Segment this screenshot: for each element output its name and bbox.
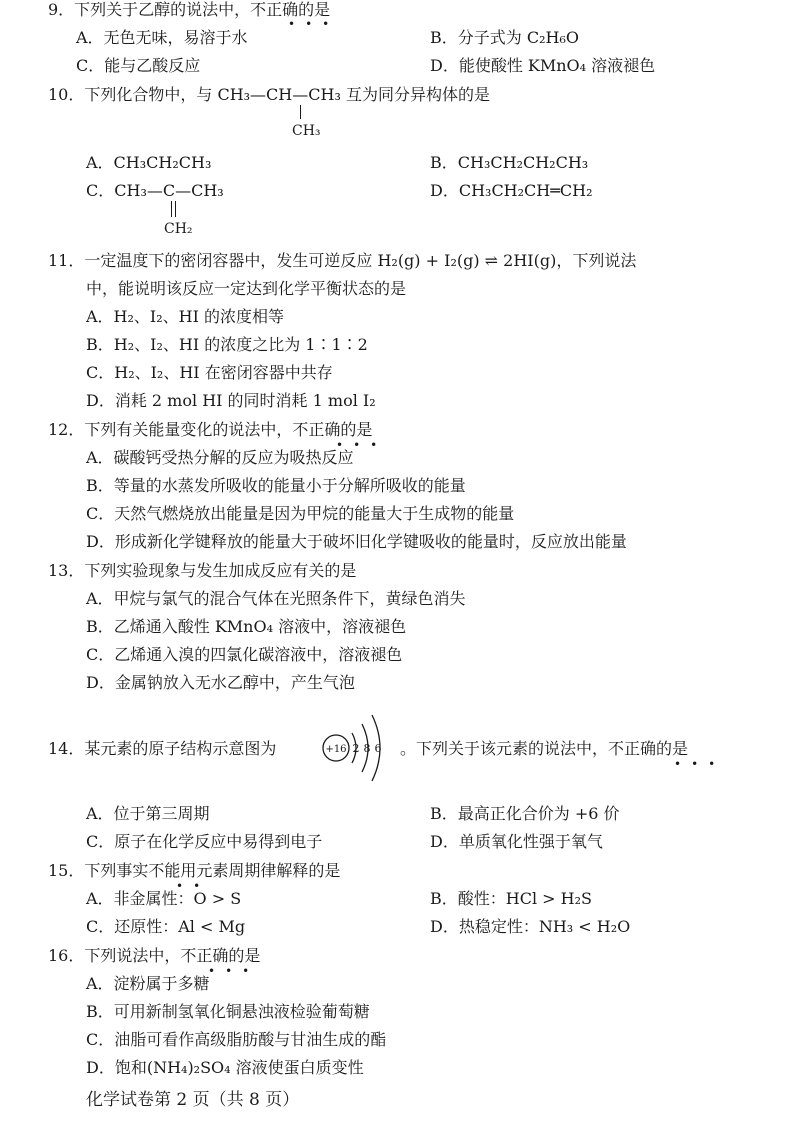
q10-option-d: D．CH₃CH₂CH═CH₂ — [430, 181, 593, 200]
q11-option-d: D．消耗 2 mol HI 的同时消耗 1 mol I₂ — [86, 391, 376, 410]
q14-option-a: A．位于第三周期 — [86, 804, 210, 823]
shell-electron-count: 8 — [363, 742, 371, 755]
double-bond-line — [171, 201, 172, 217]
q11-option-c: C．H₂、I₂、HI 在密闭容器中共存 — [86, 363, 333, 382]
q11-stem-line2: 中，能说明该反应一定达到化学平衡状态的是 — [86, 279, 407, 298]
q9-stem: 9．下列关于乙醇的说法中，不正确的是 — [48, 0, 331, 19]
q12-stem: 12．下列有关能量变化的说法中，不正确的是 — [48, 420, 373, 439]
q15-option-c: C．还原性：Al < Mg — [86, 917, 246, 936]
nucleus-charge: +16 — [325, 744, 347, 755]
bond-line — [300, 105, 301, 119]
q12-option-a: A．碳酸钙受热分解的反应为吸热反应 — [86, 448, 354, 467]
q14-option-d: D．单质氧化性强于氧气 — [430, 832, 603, 851]
q16-option-c: C．油脂可看作高级脂肪酸与甘油生成的酯 — [86, 1030, 387, 1049]
q13-option-a: A．甲烷与氯气的混合气体在光照条件下，黄绿色消失 — [86, 589, 466, 608]
q9-option-a: A．无色无味，易溶于水 — [76, 28, 248, 47]
q14-option-c: C．原子在化学反应中易得到电子 — [86, 832, 323, 851]
q13-option-b: B．乙烯通入酸性 KMnO₄ 溶液中，溶液褪色 — [86, 617, 407, 636]
q10-option-b: B．CH₃CH₂CH₂CH₃ — [430, 153, 589, 172]
q10-option-c: C．CH₃—C—CH₃ — [86, 181, 224, 200]
q13-stem: 13．下列实验现象与发生加成反应有关的是 — [48, 561, 357, 580]
page-footer: 化学试卷第 2 页（共 8 页） — [86, 1090, 300, 1110]
q11-option-b: B．H₂、I₂、HI 的浓度之比为 1∶1∶2 — [86, 335, 368, 354]
emphasis-dots: ••• — [674, 757, 726, 771]
q10-option-a: A．CH₃CH₂CH₃ — [86, 153, 212, 172]
q14-option-b: B．最高正化合价为 +6 价 — [430, 804, 620, 823]
q15-option-a: A．非金属性：O > S — [86, 889, 242, 908]
emphasis-dots: ••• — [336, 438, 388, 452]
q14-stem-pre: 14．某元素的原子结构示意图为 — [48, 739, 277, 758]
q12-option-b: B．等量的水蒸发所吸收的能量小于分解所吸收的能量 — [86, 476, 466, 495]
atomic-structure-diagram — [318, 706, 398, 790]
emphasis-dots: •• — [176, 879, 211, 893]
q15-option-b: B．酸性：HCl > H₂S — [430, 889, 592, 908]
q16-option-d: D．饱和(NH₄)₂SO₄ 溶液使蛋白质变性 — [86, 1058, 364, 1077]
q12-option-d: D．形成新化学键释放的能量大于破坏旧化学键吸收的能量时，反应放出能量 — [86, 532, 627, 551]
double-bond-line — [175, 201, 176, 217]
q15-stem: 15．下列事实不能用元素周期律解释的是 — [48, 861, 341, 880]
q14-stem-post: 。下列关于该元素的说法中，不正确的是 — [400, 739, 689, 758]
emphasis-dots: ••• — [288, 17, 340, 31]
q11-stem-line1: 11．一定温度下的密闭容器中，发生可逆反应 H₂(g) + I₂(g) ⇌ 2HI(g)，下列说法 — [48, 251, 637, 270]
q10-stem: 10．下列化合物中，与 CH₃—CH—CH₃ 互为同分异构体的是 — [48, 85, 490, 104]
q13-option-c: C．乙烯通入溴的四氯化碳溶液中，溶液褪色 — [86, 645, 403, 664]
q10-stem-branch: CH₃ — [292, 123, 321, 139]
q11-option-a: A．H₂、I₂、HI 的浓度相等 — [86, 307, 285, 326]
emphasis-dots: ••• — [208, 964, 260, 978]
q16-option-a: A．淀粉属于多糖 — [86, 974, 210, 993]
q16-stem: 16．下列说法中，不正确的是 — [48, 946, 261, 965]
q9-option-b: B．分子式为 C₂H₆O — [430, 28, 579, 47]
q13-option-d: D．金属钠放入无水乙醇中，产生气泡 — [86, 673, 355, 692]
q9-option-d: D．能使酸性 KMnO₄ 溶液褪色 — [430, 56, 656, 75]
shell-electron-count: 2 — [352, 742, 360, 755]
shell-electron-count: 6 — [374, 742, 382, 755]
q16-option-b: B．可用新制氢氧化铜悬浊液检验葡萄糖 — [86, 1002, 370, 1021]
q12-option-c: C．天然气燃烧放出能量是因为甲烷的能量大于生成物的能量 — [86, 504, 515, 523]
q15-option-d: D．热稳定性：NH₃ < H₂O — [430, 917, 631, 936]
q9-option-c: C．能与乙酸反应 — [76, 56, 201, 75]
q10-option-c-branch: CH₂ — [164, 221, 193, 237]
